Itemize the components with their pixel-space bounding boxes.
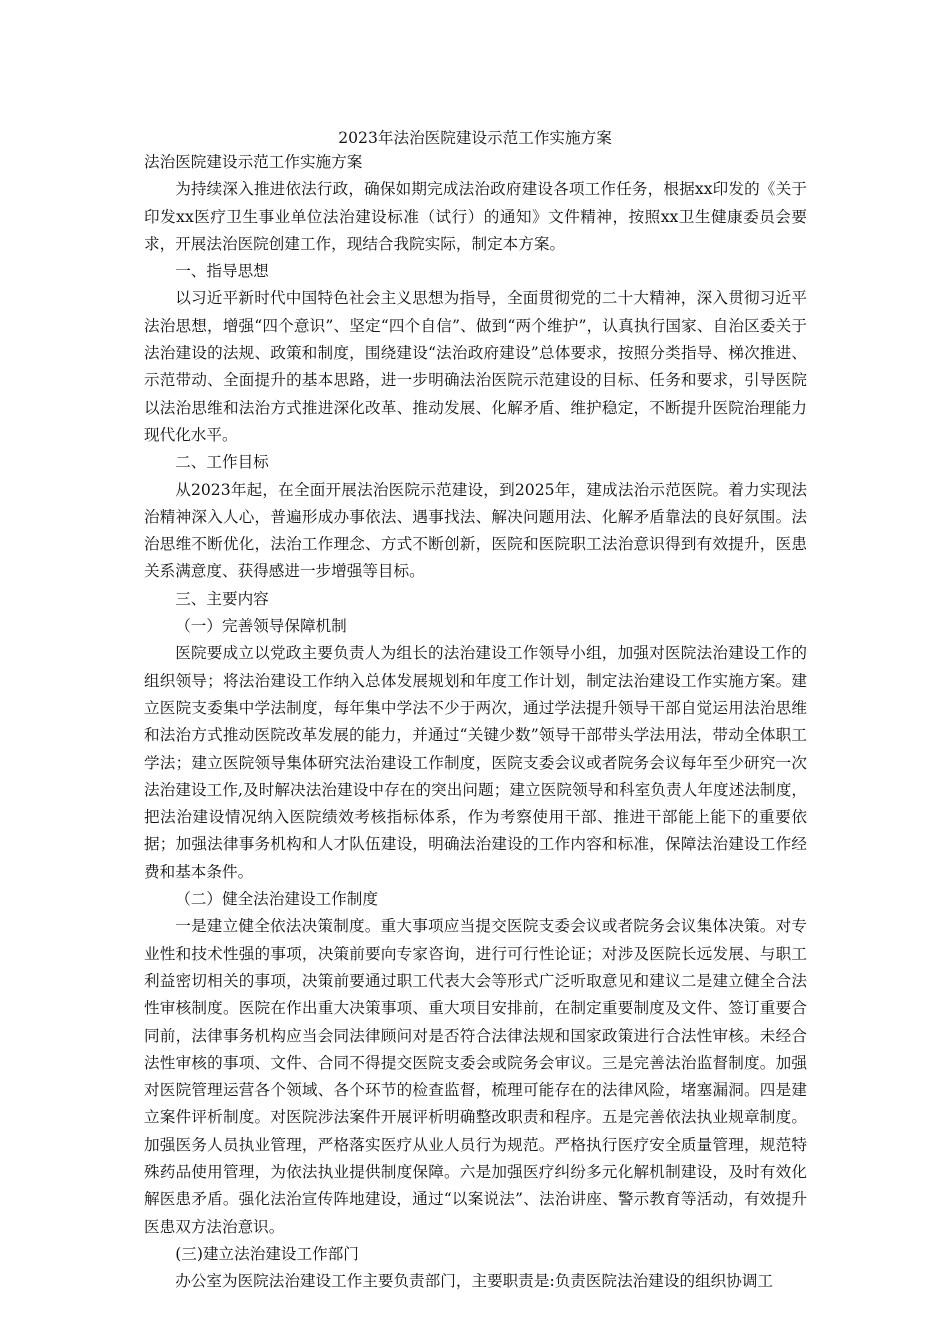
- document-body: [144, 149, 807, 1295]
- subsection-body-rules: 一是建立健全依法决策制度。重大事项应当提交医院支委会议或者院务会议集体决策。对专业性和技术性强的事项，决策前要向专家咨询，进行可行性论证；对涉及医院长远发展、与职工利益密切相关的事项，决策前要通过职工代表大会等形式广泛听取意见和建议二是建立健全合法性审核制度。医院在作出重大决策事项、重大项目安排前，在制定重要制度及文件、签订重要合同前，法律事务机构应当会同法律顾问对是否符合法律法规和国家政策进行合法性审核。未经合法性审核的事项、文件、合同不得提交医院支委会或院务会审议。三是完善法治监督制度。加强对医院管理运营各个领域、各个环节的检查监督，梳理可能存在的法律风险，堵塞漏洞。四是建立案件评析制度。对医院涉法案件开展评析明确整改职责和程序。五是完善依法执业规章制度。加强医务人员执业管理，严格落实医疗从业人员行为规范。严格执行医疗安全质量管理，规范特殊药品使用管理，为依法执业提供制度保障。六是加强医疗纠纷多元化解机制建设，及时有效化解医患矛盾。强化法治宣传阵地建设，通过“以案说法”、法治讲座、警示教育等活动，有效提升医患双方法治意识。: [144, 917, 807, 1236]
- document-subtitle: 法治医院建设示范工作实施方案: [144, 153, 363, 171]
- subsection-heading-leadership: （一）完善领导保障机制: [175, 617, 347, 636]
- section-heading-main-content: 三、主要内容: [175, 589, 269, 608]
- subsection-heading-department: (三)建立法治建设工作部门: [175, 1244, 359, 1263]
- section-body-work-goals: 从2023年起，在全面开展法治医院示范建设，到2025年，建成法治示范医院。着力实现法治精神深入人心，普遍形成办事依法、遇事找法、解决问题用法、化解矛盾靠法的良好氛围。法治思维不断优化，法治工作理念、方式不断创新，医院和医院职工法治意识得到有效提升，医患关系满意度、获得感进一步增强等目标。: [144, 480, 807, 581]
- section-heading-work-goals: 二、工作目标: [175, 453, 269, 472]
- section-heading-guiding-ideology: 一、指导思想: [175, 262, 269, 281]
- subsection-heading-rules: （二）健全法治建设工作制度: [175, 890, 378, 909]
- section-body-guiding-ideology: 以习近平新时代中国特色社会主义思想为指导，全面贯彻党的二十大精神，深入贯彻习近平法治思想，增强“四个意识”、坚定“四个自信”、做到“两个维护”，认真执行国家、自治区委关于法治建设的法规、政策和制度，围绕建设“法治政府建设”总体要求，按照分类指导、梯次推进、示范带动、全面提升的基本思路，进一步明确法治医院示范建设的目标、任务和要求，引导医院以法治思维和法治方式推进深化改革、推动发展、化解矛盾、维护稳定，不断提升医院治理能力现代化水平。: [144, 289, 807, 444]
- subsection-body-department: 办公室为医院法治建设工作主要负责部门，主要职责是:负责医院法治建设的组织协调工: [175, 1272, 774, 1291]
- intro-paragraph: 为持续深入推进依法行政，确保如期完成法治政府建设各项工作任务，根据xx印发的《关于印发xx医疗卫生事业单位法治建设标准（试行）的通知》文件精神，按照xx卫生健康委员会要求，开展法治医院创建工作，现结合我院实际，制定本方案。: [144, 180, 807, 253]
- document-title: 2023年法治医院建设示范工作实施方案: [338, 129, 612, 147]
- subsection-body-leadership: 医院要成立以党政主要负责人为组长的法治建设工作领导小组，加强对医院法治建设工作的组织领导；将法治建设工作纳入总体发展规划和年度工作计划，制定法治建设工作实施方案。建立医院支委集中学法制度，每年集中学法不少于两次，通过学法提升领导干部自觉运用法治思维和法治方式推动医院改革发展的能力，并通过“关键少数”领导干部带头学法用法，带动全体职工学法；建立医院领导集体研究法治建设工作制度，医院支委会议或者院务会议每年至少研究一次法治建设工作,及时解决法治建设中存在的突出问题；建立医院领导和科室负责人年度述法制度，把法治建设情况纳入医院绩效考核指标体系，作为考察使用干部、推进干部能上能下的重要依据；加强法律事务机构和人才队伍建设，明确法治建设的工作内容和标准，保障法治建设工作经费和基本条件。: [144, 644, 807, 881]
